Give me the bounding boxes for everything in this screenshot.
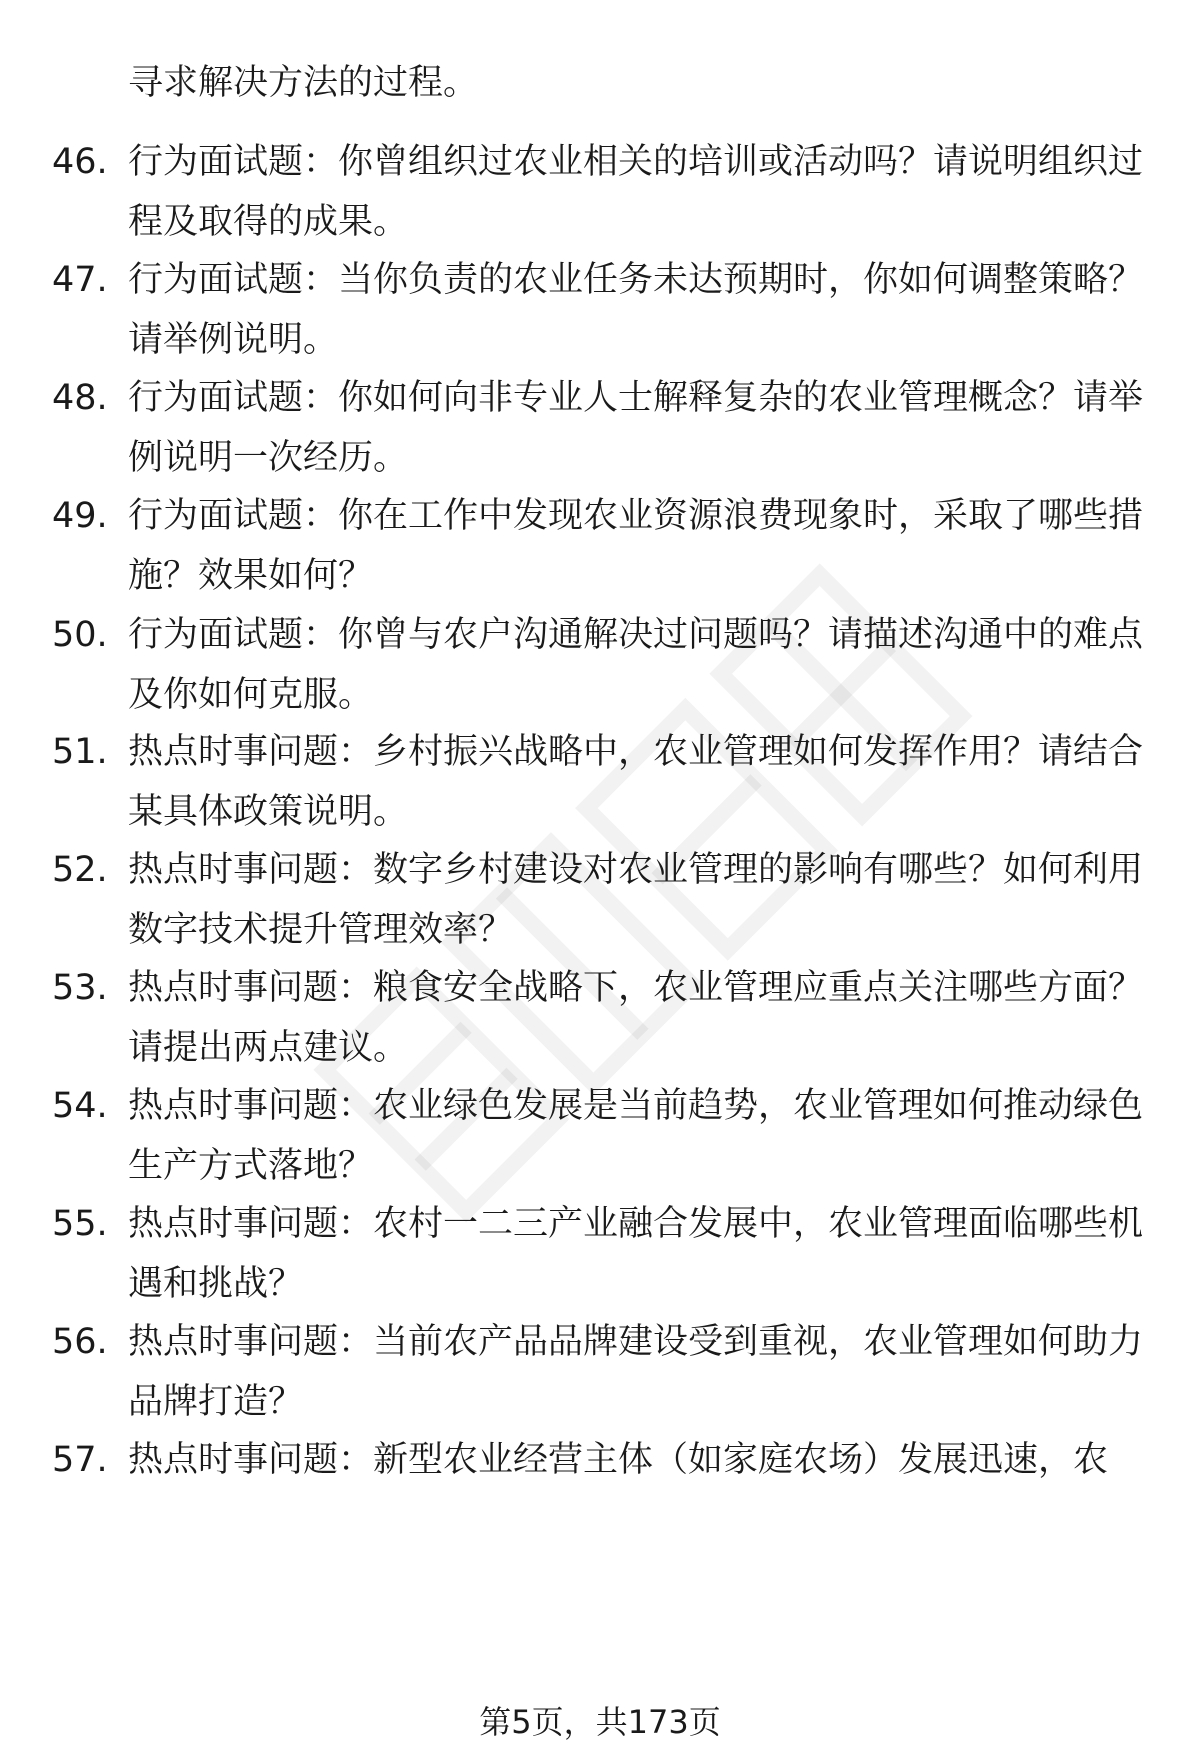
item-number: 46. bbox=[52, 142, 108, 182]
item-number: 57. bbox=[52, 1440, 108, 1480]
item-text: 热点时事问题：数字乡村建设对农业管理的影响有哪些？如何利用数字技术提升管理效率？ bbox=[128, 850, 1144, 950]
item-number: 56. bbox=[52, 1322, 108, 1362]
item-number: 54. bbox=[52, 1086, 108, 1126]
item-number: 55. bbox=[52, 1204, 108, 1244]
item-number: 49. bbox=[52, 496, 108, 536]
item-text: 行为面试题：你在工作中发现农业资源浪费现象时，采取了哪些措施？效果如何？ bbox=[128, 496, 1144, 596]
page-footer: 第5页，共173页 bbox=[479, 1703, 721, 1741]
item-number: 53. bbox=[52, 968, 108, 1008]
item-text: 行为面试题：当你负责的农业任务未达预期时，你如何调整策略？请举例说明。 bbox=[128, 260, 1144, 360]
item-number: 51. bbox=[52, 732, 108, 772]
item-text: 热点时事问题：农业绿色发展是当前趋势，农业管理如何推动绿色生产方式落地？ bbox=[128, 1086, 1144, 1186]
item-number: 47. bbox=[52, 260, 108, 300]
item-number: 48. bbox=[52, 378, 108, 418]
item-number: 52. bbox=[52, 850, 108, 890]
item-number: 50. bbox=[52, 615, 108, 655]
item-text: 热点时事问题：当前农产品品牌建设受到重视，农业管理如何助力品牌打造？ bbox=[128, 1322, 1144, 1422]
continuation-line: 寻求解决方法的过程。 bbox=[128, 63, 479, 103]
item-text: 热点时事问题：粮食安全战略下，农业管理应重点关注哪些方面？请提出两点建议。 bbox=[128, 968, 1144, 1068]
item-text: 热点时事问题：新型农业经营主体（如家庭农场）发展迅速，农 bbox=[128, 1440, 1109, 1480]
item-text: 热点时事问题：乡村振兴战略中，农业管理如何发挥作用？请结合某具体政策说明。 bbox=[128, 732, 1144, 832]
item-text: 行为面试题：你曾组织过农业相关的培训或活动吗？请说明组织过程及取得的成果。 bbox=[128, 142, 1144, 242]
item-text: 热点时事问题：农村一二三产业融合发展中，农业管理面临哪些机遇和挑战？ bbox=[128, 1204, 1144, 1304]
item-text: 行为面试题：你曾与农户沟通解决过问题吗？请描述沟通中的难点及你如何克服。 bbox=[128, 615, 1144, 715]
item-text: 行为面试题：你如何向非专业人士解释复杂的农业管理概念？请举例说明一次经历。 bbox=[128, 378, 1144, 478]
